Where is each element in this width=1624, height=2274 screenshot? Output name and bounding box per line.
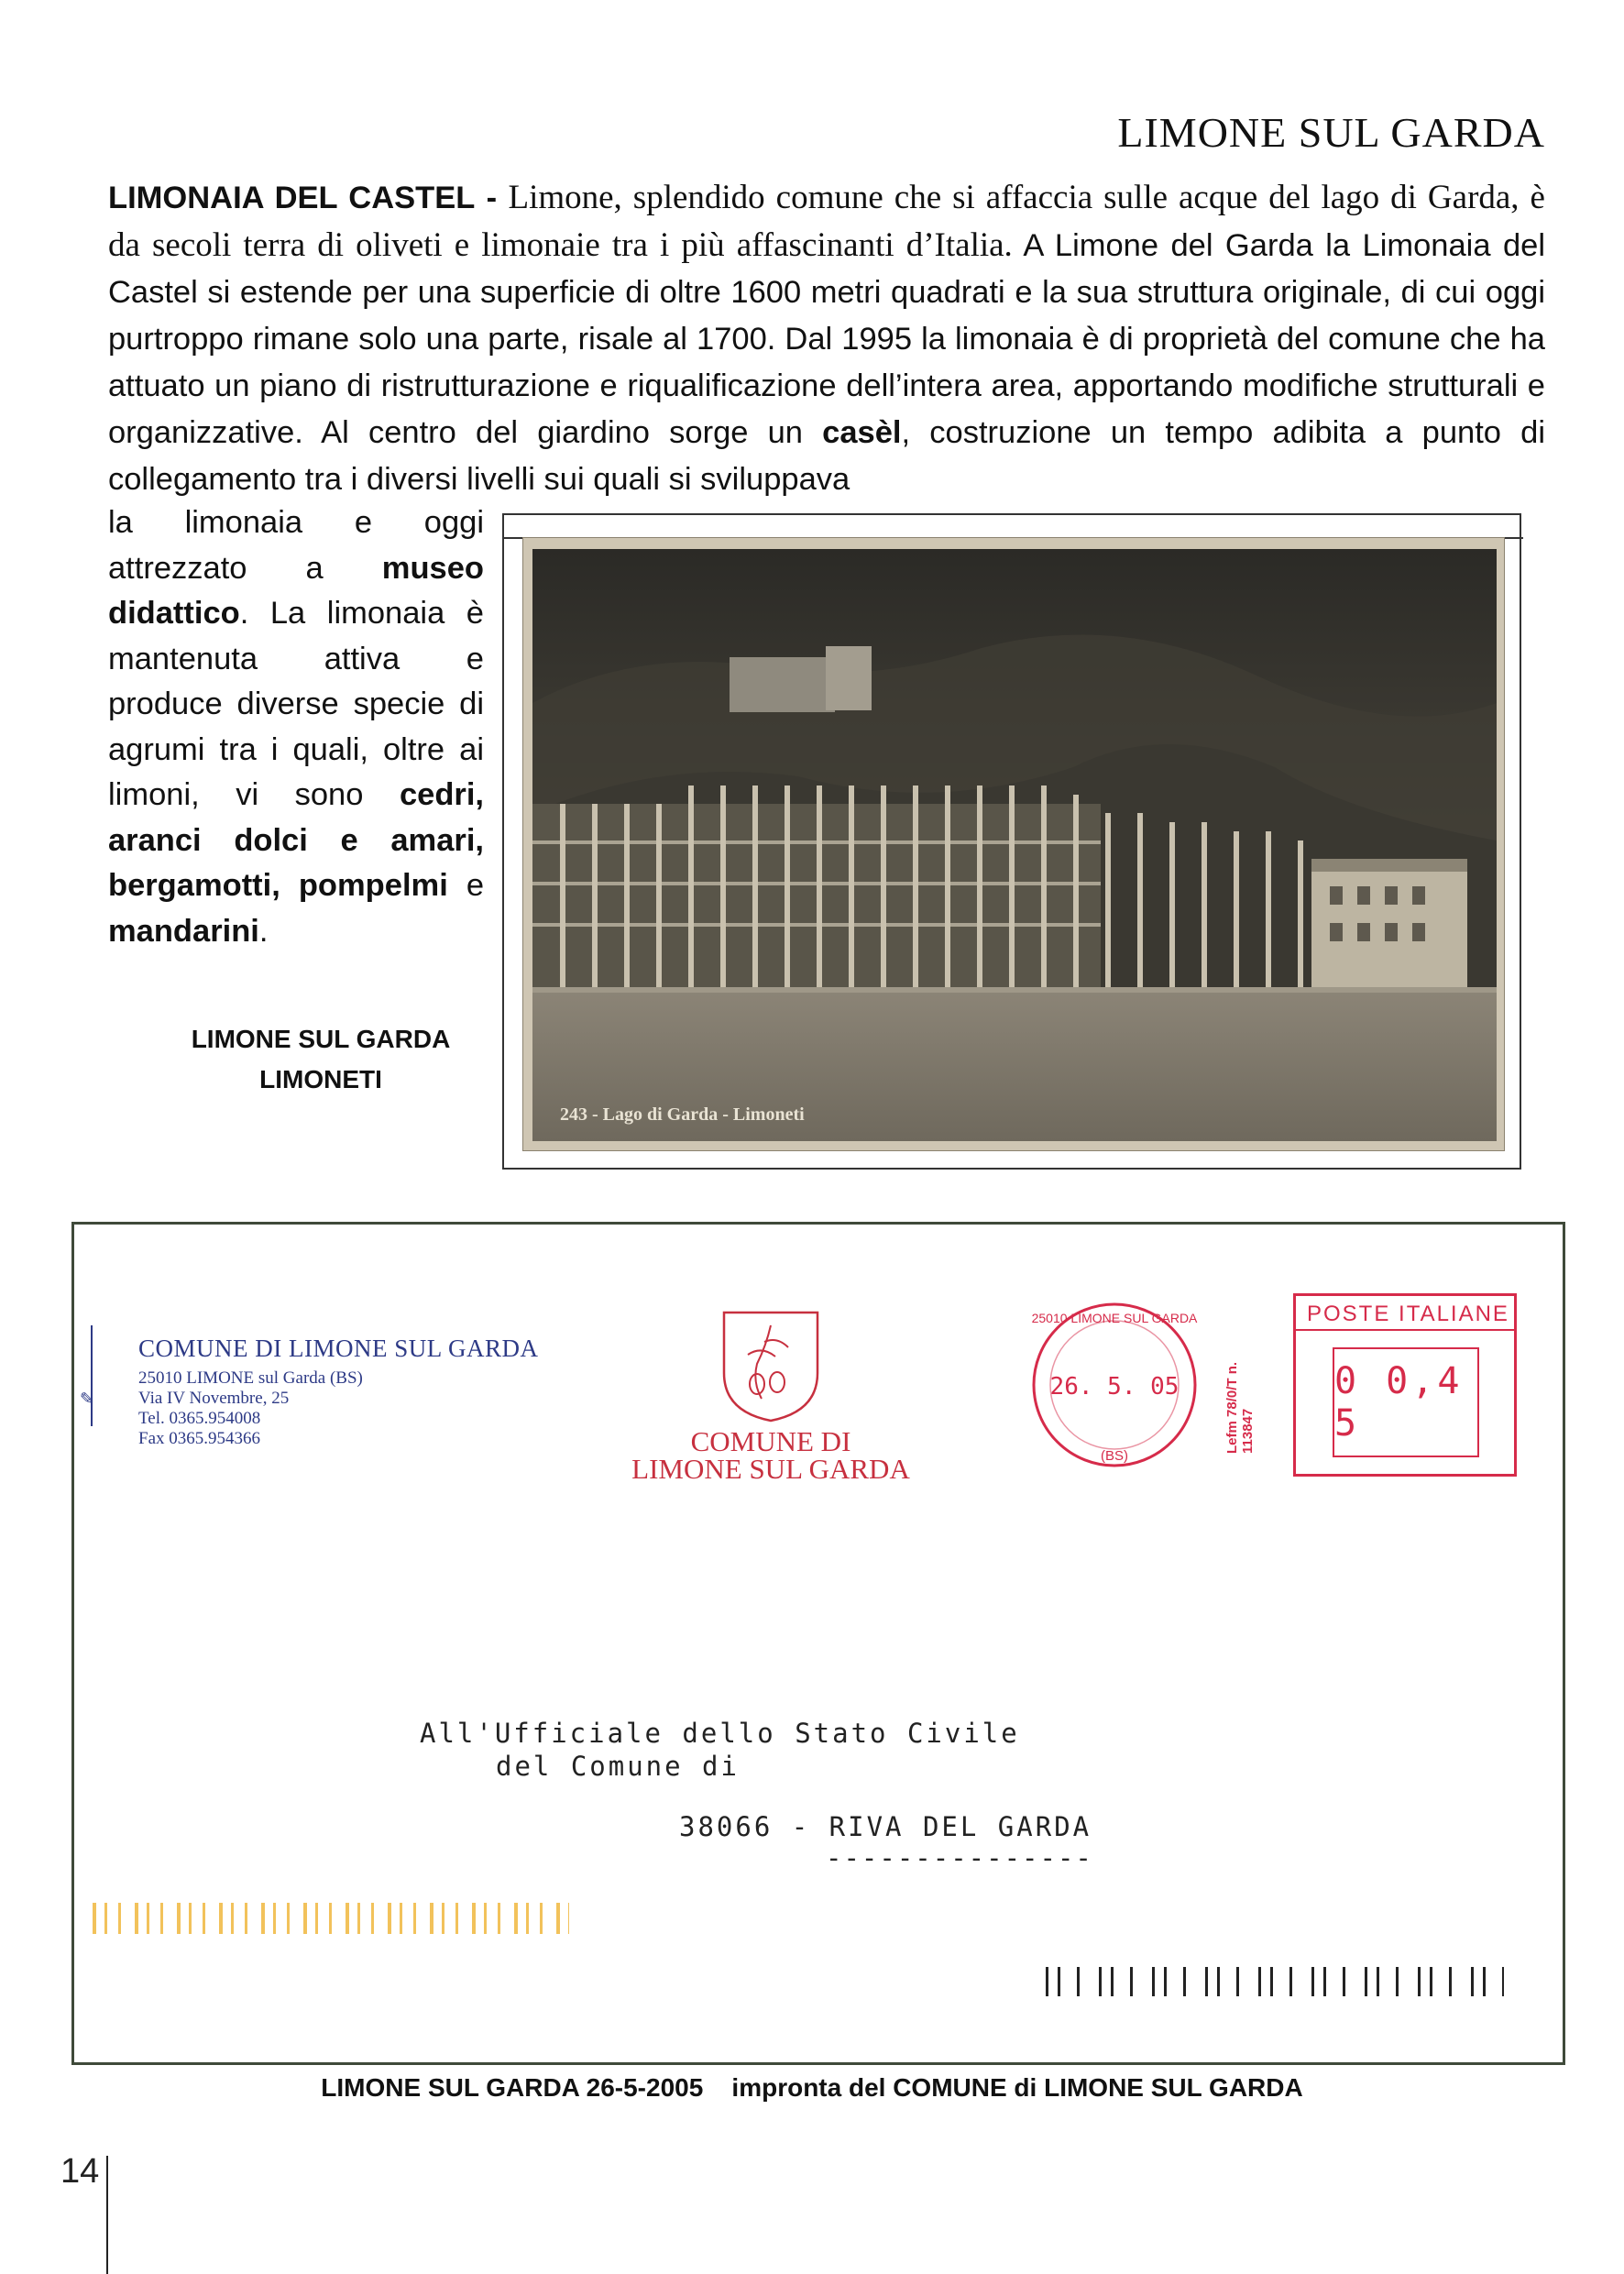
postcard-inscription: 243 - Lago di Garda - Limoneti — [560, 1104, 805, 1125]
meter-side-text — [1224, 1325, 1279, 1454]
article-paragraph — [108, 174, 1545, 503]
article-serif-intro: Limone, splendido comune che si affaccia sulle acque del lago di Garda, è da secoli terra di oliveti e limonaie tra i più affascinanti d’Italia. — [108, 179, 1545, 264]
fruits-list: cedri, aranci dolci e amari, bergamotti, pompelmi — [108, 777, 484, 903]
sender-logo-icon: ✎ — [80, 1390, 94, 1408]
sender-address-1: 25010 LIMONE sul Garda (BS) — [138, 1368, 363, 1388]
meter-label: POSTE ITALIANE — [1296, 1296, 1514, 1331]
meter-value: 0 0,4 5 — [1333, 1347, 1479, 1457]
postmark-date: 26. 5. 05 — [1049, 1373, 1180, 1401]
vintage-postcard-photo — [522, 537, 1505, 1151]
caption-description: impronta del COMUNE di LIMONE SUL GARDA — [731, 2073, 1303, 2102]
postcard-image — [523, 538, 1505, 1151]
seal-line-2: LIMONE SUL GARDA — [631, 1453, 910, 1485]
fruits-last: mandarini — [108, 913, 259, 949]
sender-address-2: Via IV Novembre, 25 — [138, 1389, 290, 1408]
photo-caption-line-2: LIMONETI — [259, 1065, 382, 1093]
seal-line-1: COMUNE DI — [690, 1425, 851, 1457]
municipal-seal-text — [587, 1425, 954, 1485]
recipient-line-1: All'Ufficiale dello Stato Civile — [420, 1718, 1020, 1749]
photo-frame — [502, 513, 1521, 1170]
museo-didattico: museo didattico — [108, 550, 484, 631]
fruits-and: e — [466, 868, 484, 903]
meter-serial: n. 113847 — [1224, 1361, 1256, 1454]
page-title: LIMONE SUL GARDA — [1117, 109, 1545, 156]
photo-caption-line-1: LIMONE SUL GARDA — [191, 1025, 451, 1053]
postal-barcode — [1046, 1967, 1504, 1996]
bottom-caption — [0, 2073, 1624, 2103]
recipient-underline: --------------- — [826, 1842, 1093, 1873]
article-lead: LIMONAIA DEL CASTEL — [108, 181, 476, 215]
article-text-2: , costruzione un tempo adibita a punto di collegamento tra i diversi livelli sui quali si sviluppava — [108, 415, 1545, 497]
photo-caption — [137, 1019, 504, 1100]
sender-logo-bar — [91, 1325, 93, 1426]
side-text — [108, 500, 484, 954]
recipient-line-2: del Comune di — [496, 1751, 740, 1782]
side-text-2: . La limonaia è mantenuta attiva e produce diverse specie di agrumi tra i quali, oltre ai limoni, vi sono — [108, 596, 484, 812]
postmark-ring-top: 25010 LIMONE SUL GARDA — [1031, 1311, 1198, 1325]
yellow-barcode — [93, 1903, 569, 1934]
sender-phone: Tel. 0365.954008 — [138, 1409, 261, 1428]
article-casel: casèl — [822, 415, 902, 450]
caption-date: LIMONE SUL GARDA 26-5-2005 — [321, 2073, 704, 2102]
envelope — [71, 1222, 1565, 2065]
fruits-period: . — [258, 913, 269, 949]
postmark-ring-bottom: (BS) — [1101, 1448, 1128, 1464]
side-text-1: la limonaia e oggi attrezzato a — [108, 505, 484, 586]
municipal-coat-of-arms — [720, 1309, 821, 1424]
sender-fax: Fax 0365.954366 — [138, 1429, 260, 1448]
page-number-rule — [106, 2156, 108, 2274]
meter-id: Lefm 78/0/T — [1224, 1378, 1240, 1454]
sender-name: COMUNE DI LIMONE SUL GARDA — [138, 1335, 539, 1362]
lead-dash: - — [486, 181, 498, 215]
sender-block — [138, 1335, 538, 1449]
postmark — [1023, 1293, 1206, 1477]
article-text-1: A Limone del Garda la Limonaia del Castel si estende per una superficie di oltre 1600 metri quadrati e la sua struttura originale, di cui oggi purtroppo rimane solo una parte, risale al 1700. Dal 1995 la limonaia è di proprietà del comune che ha attuato un piano di ristrutturazione e riqualificazione dell’intera area, apportando modifiche strutturali e organizzative. Al centro del giardino sorge un — [108, 228, 1546, 450]
recipient-line-3: 38066 - RIVA DEL GARDA — [679, 1811, 1092, 1842]
franking-meter — [1293, 1293, 1517, 1477]
page-number: 14 — [60, 2152, 100, 2191]
